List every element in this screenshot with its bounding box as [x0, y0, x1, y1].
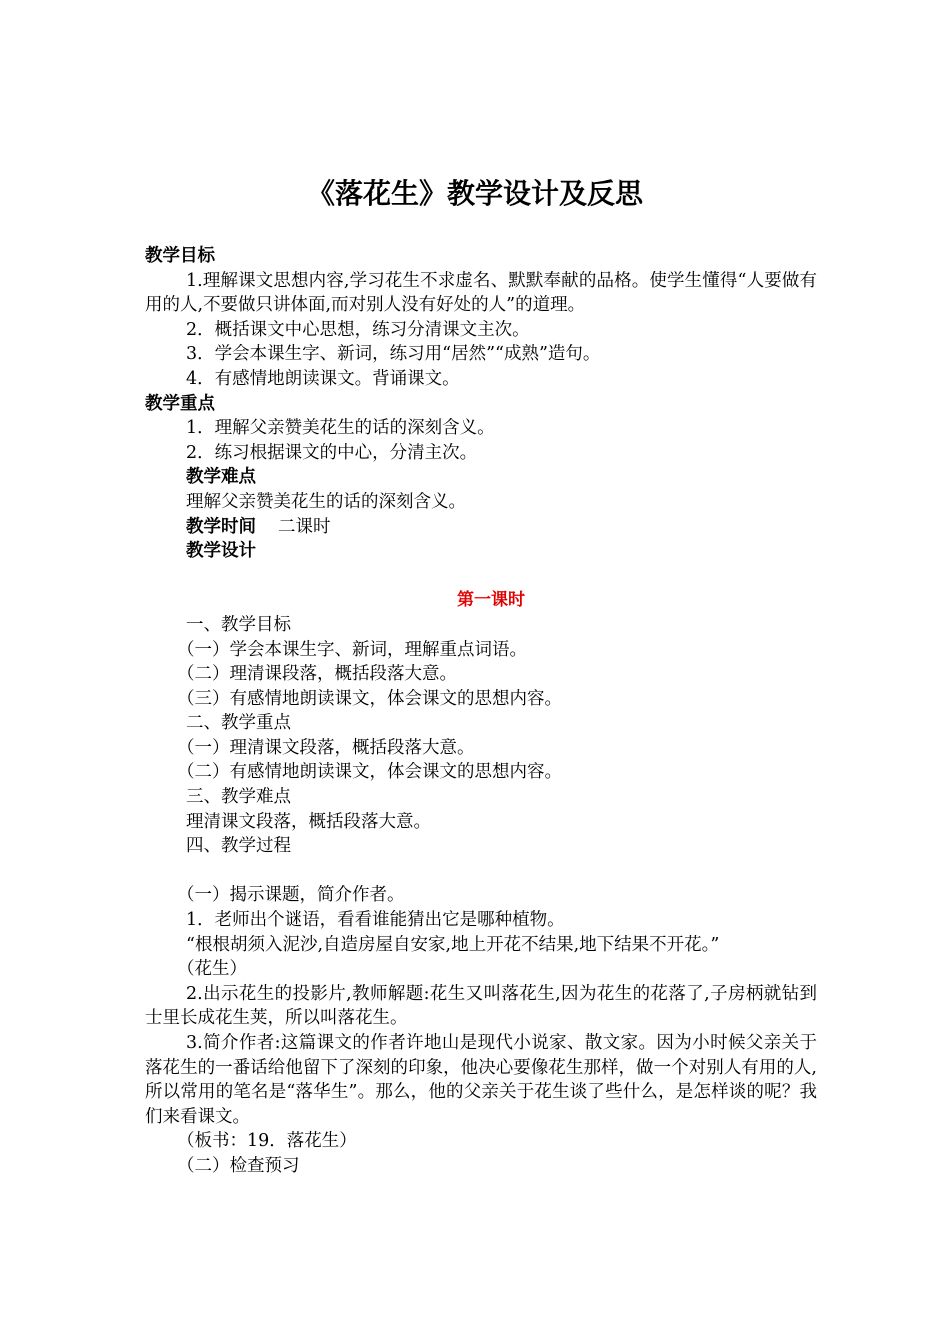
lesson1-line: 二、教学重点 [186, 713, 291, 734]
lesson1-line: 四、教学过程 [186, 836, 291, 857]
difficulty-heading: 教学难点 [186, 467, 256, 488]
process-step: （二）检查预习 [177, 1155, 300, 1176]
objective-item: 4．有感情地朗读课文。背诵课文。 [186, 368, 460, 389]
lesson1-line: 理清课文段落，概括段落大意。 [186, 811, 431, 832]
process-item: 2.出示花生的投影片,教师解题:花生又叫落花生,因为花生的花落了,子房柄就钻到士里长成花生荚，所以叫落花生。 [145, 983, 817, 1029]
objective-item: 2．概括课文中心思想，练习分清课文主次。 [186, 319, 530, 340]
time-text: 二课时 [278, 516, 331, 537]
lesson1-line: （一）理清课文段落，概括段落大意。 [177, 737, 475, 758]
process-item: 3.简介作者:这篇课文的作者许地山是现代小说家、散文家。因为小时候父亲关于落花生的一番话给他留下了深刻的印象，他决心要像花生那样，做一个对别人有用的人,所以常用的笔名是“落华生”。那么，他的父亲关于花生谈了些什么，是怎样谈的呢？我们来看课文。 [145, 1033, 817, 1127]
key-point-item: 2．练习根据课文的中心，分清主次。 [186, 442, 478, 463]
time-heading: 教学时间 [186, 516, 256, 537]
lesson1-line: （二）理清课段落，概括段落大意。 [177, 664, 457, 685]
riddle-answer: （花生） [177, 959, 247, 980]
lesson1-line: （二）有感情地朗读课文，体会课文的思想内容。 [177, 762, 562, 783]
process-item: 1．老师出个谜语，看看谁能猜出它是哪种植物。 [186, 910, 565, 931]
riddle-text: “根根胡须入泥沙,自造房屋自安家,地上开花不结果,地下结果不开花。” [186, 934, 720, 955]
lesson1-line: （一）学会本课生字、新词，理解重点词语。 [177, 639, 527, 660]
objective-item: 1.理解课文思想内容,学习花生不求虚名、默默奉献的品格。使学生懂得“人要做有用的人,不要做只讲体面,而对别人没有好处的人”的道理。 [145, 270, 817, 316]
key-point-item: 1．理解父亲赞美花生的话的深刻含义。 [186, 418, 495, 439]
objectives-heading: 教学目标 [145, 246, 215, 266]
document-body [145, 244, 817, 1179]
teaching-time [145, 515, 817, 540]
board-note: （板书：19．落花生） [177, 1131, 357, 1152]
objective-item: 3．学会本课生字、新词，练习用“居然”“成熟”造句。 [186, 344, 601, 365]
lesson1-heading: 第一课时 [457, 590, 525, 611]
lesson1-line: （三）有感情地朗读课文，体会课文的思想内容。 [177, 688, 562, 709]
difficulty-text: 理解父亲赞美花生的话的深刻含义。 [186, 491, 466, 512]
design-heading: 教学设计 [186, 541, 256, 562]
key-points-heading: 教学重点 [145, 393, 215, 414]
lesson1-line: 一、教学目标 [186, 614, 291, 635]
lesson1-line: 三、教学难点 [186, 787, 291, 808]
document-title: 《落花生》教学设计及反思 [306, 177, 643, 210]
process-step: （一）揭示课题，简介作者。 [177, 885, 405, 906]
